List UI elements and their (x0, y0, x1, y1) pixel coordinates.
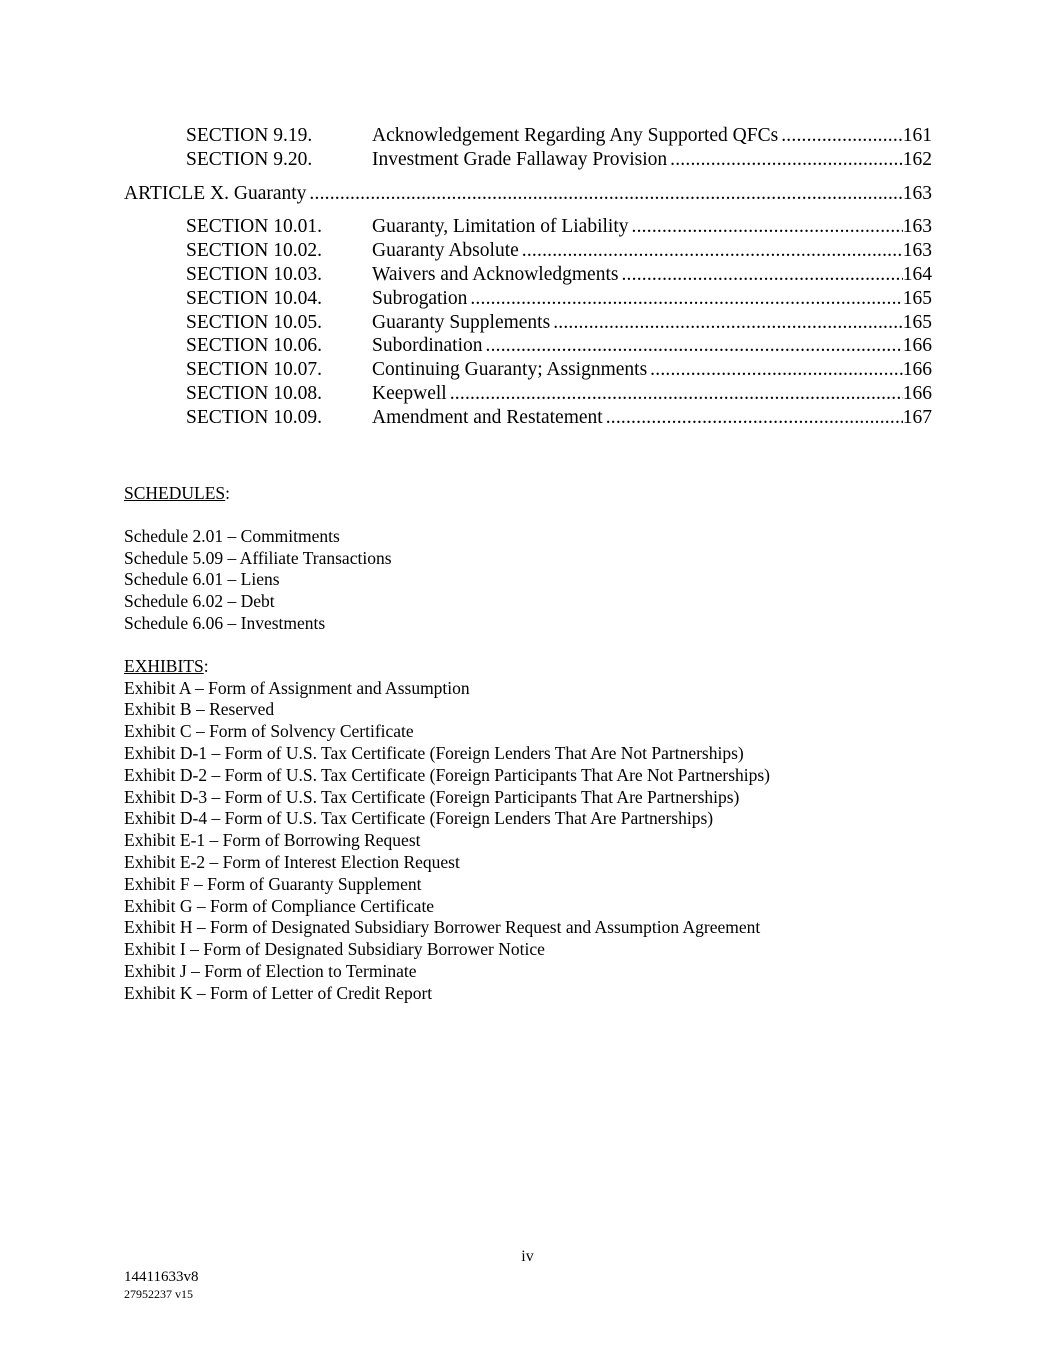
list-item: Schedule 6.06 – Investments (124, 612, 326, 633)
toc-leader-dots (522, 239, 903, 263)
toc-row-section (124, 239, 932, 263)
toc-leader-dots (670, 148, 903, 172)
toc-leader-dots (650, 358, 903, 382)
toc-section-number: SECTION 10.02. (186, 240, 322, 262)
list-item: Exhibit E-2 – Form of Interest Election Request (124, 851, 460, 872)
toc-leader-dots (470, 287, 902, 311)
toc-section-title: Waivers and Acknowledgments (372, 263, 619, 285)
toc-section-number: SECTION 10.06. (186, 335, 322, 357)
toc-leader-dots (450, 382, 903, 406)
toc-leader-dots (606, 406, 903, 430)
list-item: Schedule 5.09 – Affiliate Transactions (124, 547, 392, 568)
list-item: Exhibit D-4 – Form of U.S. Tax Certificate (Foreign Lenders That Are Partnerships) (124, 808, 714, 829)
toc-page-number: 166 (902, 382, 932, 404)
toc-section-number: SECTION 10.04. (186, 287, 322, 309)
list-item: Schedule 2.01 – Commitments (124, 525, 340, 546)
toc-row-section (124, 263, 932, 287)
toc-row-section (124, 334, 932, 358)
toc-section-title: Guaranty Absolute (372, 240, 519, 262)
list-item: Exhibit C – Form of Solvency Certificate (124, 721, 414, 742)
exhibits-heading: EXHIBITS: (124, 655, 209, 676)
table-of-contents (124, 124, 932, 430)
exhibits-list (124, 678, 770, 1005)
exhibits-heading-text: EXHIBITS (124, 655, 204, 676)
toc-leader-dots (486, 334, 903, 358)
toc-section-number: SECTION 10.03. (186, 263, 322, 285)
toc-section-title: Continuing Guaranty; Assignments (372, 359, 648, 381)
toc-row-section (124, 287, 932, 311)
toc-page-number: 164 (902, 263, 932, 285)
toc-row-section (124, 124, 932, 148)
toc-section-title: Investment Grade Fallaway Provision (372, 148, 668, 170)
toc-section-title: Subrogation (372, 287, 468, 309)
toc-row-section (124, 148, 932, 172)
list-item: Exhibit J – Form of Election to Terminate (124, 960, 417, 981)
toc-page-number: 167 (902, 406, 932, 428)
toc-page-number: 163 (902, 182, 932, 204)
toc-leader-dots (309, 182, 902, 206)
list-item: Schedule 6.02 – Debt (124, 591, 275, 612)
toc-leader-dots (781, 124, 903, 148)
toc-section-title: Keepwell (372, 382, 447, 404)
list-item: Exhibit D-1 – Form of U.S. Tax Certificate (Foreign Lenders That Are Not Partnerships) (124, 742, 744, 763)
list-item: Exhibit D-2 – Form of U.S. Tax Certificate (Foreign Participants That Are Not Partnerships) (124, 764, 771, 785)
list-item: Exhibit H – Form of Designated Subsidiary Borrower Request and Assumption Agreement (124, 917, 761, 938)
toc-row-article (124, 182, 932, 206)
schedules-heading: SCHEDULES: (124, 483, 230, 503)
toc-page-number: 163 (902, 216, 932, 238)
toc-page-number: 166 (902, 359, 932, 381)
toc-row-section (124, 406, 932, 430)
list-item: Exhibit E-1 – Form of Borrowing Request (124, 830, 421, 851)
toc-page-number: 165 (902, 311, 932, 333)
toc-page-number: 162 (902, 148, 932, 170)
list-item: Exhibit G – Form of Compliance Certificate (124, 895, 435, 916)
toc-leader-dots (553, 311, 903, 335)
toc-section-title: Subordination (372, 335, 483, 357)
toc-section-title: Acknowledgement Regarding Any Supported QFCs (372, 125, 779, 146)
schedules-heading-text: SCHEDULES (124, 483, 226, 503)
toc-page-number: 161 (902, 125, 932, 146)
toc-leader-dots (632, 215, 903, 239)
toc-article-title: ARTICLE X. Guaranty (124, 182, 307, 204)
toc-section-number: SECTION 9.19. (186, 125, 313, 146)
page-number: iv (521, 1248, 534, 1265)
appendix-lists (124, 483, 770, 1005)
document-id: 14411633v8 (124, 1269, 199, 1285)
toc-section-number: SECTION 10.07. (186, 359, 322, 381)
toc-page-number: 166 (902, 335, 932, 357)
toc-page-number: 163 (902, 240, 932, 262)
toc-section-title: Amendment and Restatement (372, 406, 603, 428)
toc-leader-dots (621, 263, 902, 287)
toc-section-title: Guaranty Supplements (372, 311, 551, 333)
list-item: Exhibit A – Form of Assignment and Assumption (124, 677, 470, 698)
document-id-secondary: 27952237 v15 (124, 1287, 193, 1301)
list-item: Schedule 6.01 – Liens (124, 569, 280, 590)
list-item: Exhibit I – Form of Designated Subsidiary Borrower Notice (124, 939, 545, 960)
list-item: Exhibit B – Reserved (124, 699, 275, 720)
toc-page-number: 165 (902, 287, 932, 309)
toc-section-number: SECTION 10.01. (186, 216, 322, 238)
schedules-list (124, 526, 770, 635)
toc-row-section (124, 382, 932, 406)
toc-row-section (124, 215, 932, 239)
toc-section-number: SECTION 10.05. (186, 311, 322, 333)
toc-section-number: SECTION 9.20. (186, 148, 313, 170)
toc-section-number: SECTION 10.08. (186, 382, 322, 404)
list-item: Exhibit D-3 – Form of U.S. Tax Certificate (Foreign Participants That Are Partnerships) (124, 786, 740, 807)
toc-row-section (124, 311, 932, 335)
toc-row-section (124, 358, 932, 382)
list-item: Exhibit F – Form of Guaranty Supplement (124, 873, 422, 894)
list-item: Exhibit K – Form of Letter of Credit Report (124, 982, 433, 1003)
toc-section-title: Guaranty, Limitation of Liability (372, 216, 629, 238)
toc-section-number: SECTION 10.09. (186, 406, 322, 428)
